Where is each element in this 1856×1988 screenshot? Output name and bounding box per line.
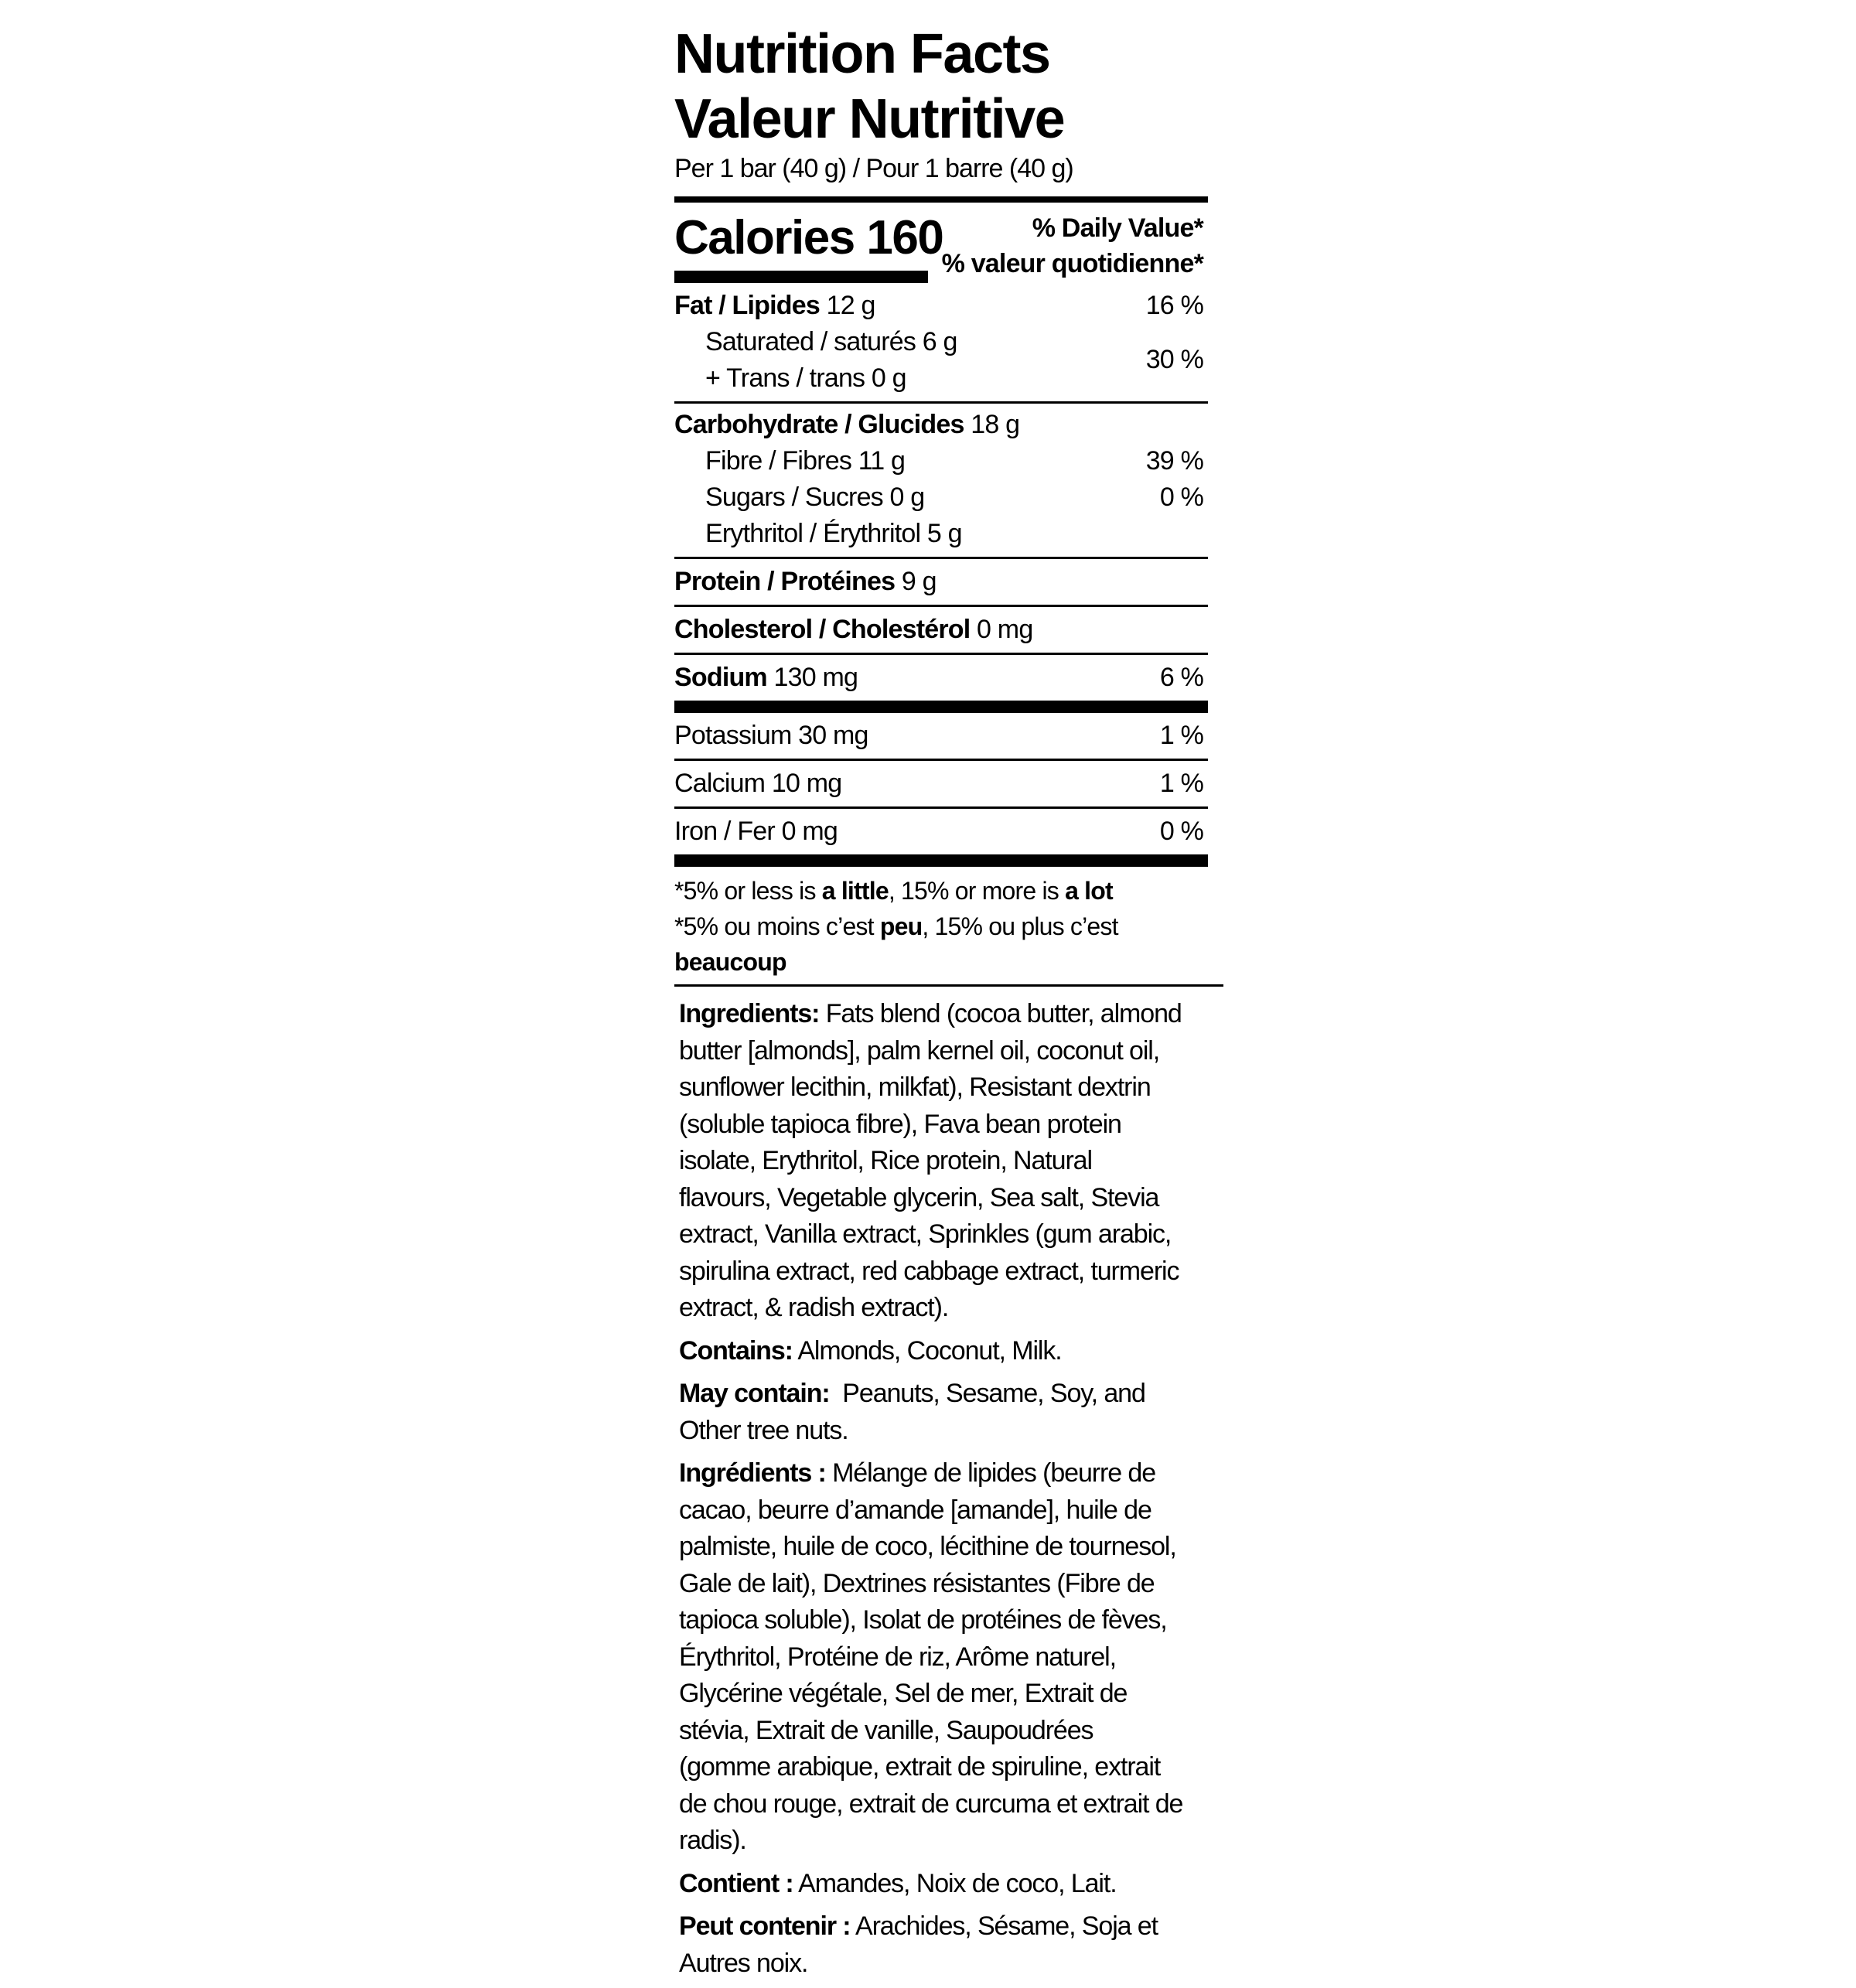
potassium-row [674, 718, 1208, 754]
carb-label: Carbohydrate / Glucides [674, 410, 964, 439]
sugars-percent: 0 % [1159, 483, 1203, 512]
footnote-text: , 15% ou plus c’est [922, 912, 1118, 940]
erythritol-row: Erythritol / Érythritol 5 g [705, 519, 962, 548]
fat-label: Fat / Lipides [674, 291, 820, 320]
title-english: Nutrition Facts [674, 23, 1050, 85]
nutrition-panel [674, 22, 1208, 1988]
cholesterol-section [674, 607, 1208, 653]
footnote-emphasis: beaucoup [674, 948, 786, 976]
iron-label: Iron / Fer 0 mg [674, 817, 838, 846]
calcium-row [674, 766, 1208, 802]
iron-row [674, 813, 1208, 850]
peut-contenir-label: Peut contenir : [679, 1911, 851, 1941]
calories-block [674, 203, 1208, 285]
potassium-percent: 1 % [1159, 721, 1203, 750]
sat-trans-percent: 30 % [1145, 345, 1203, 374]
sugars-row [674, 479, 1208, 516]
calories-label: Calories 160 [674, 211, 943, 264]
cholesterol-label: Cholesterol / Cholestérol [674, 615, 971, 644]
ingredients-english [679, 996, 1189, 1327]
carb-row [674, 407, 1208, 443]
ingredients-french [679, 1455, 1189, 1860]
sodium-section [674, 655, 1208, 701]
daily-value-header [942, 210, 1203, 281]
potassium-section [674, 713, 1208, 759]
footnote-english [674, 873, 1208, 909]
fat-amount: 12 g [819, 291, 875, 320]
protein-section [674, 559, 1208, 605]
footnote-emphasis: peu [879, 912, 923, 940]
daily-value-fr: % valeur quotidienne* [941, 249, 1203, 278]
daily-value-en: % Daily Value* [1032, 213, 1203, 243]
sat-trans-group [674, 324, 1208, 397]
fibre-row [674, 443, 1208, 479]
nutrition-facts-table [674, 22, 1208, 984]
title-french: Valeur Nutritive [674, 88, 1065, 150]
footnote-text: *5% ou moins c’est [674, 912, 880, 940]
sugars-label: Sugars / Sucres 0 g [705, 483, 925, 512]
cholesterol-amount: 0 mg [970, 615, 1033, 644]
peut-contenir-text: Arachides, Sésame, Soja et Autres noix. [679, 1911, 1158, 1978]
fat-row [674, 288, 1208, 324]
carb-amount: 18 g [964, 410, 1020, 439]
sodium-row [674, 660, 1208, 696]
protein-label: Protein / Protéines [674, 567, 896, 596]
calcium-percent: 1 % [1159, 769, 1203, 798]
calories-underline [674, 271, 928, 283]
footnote-text: , 15% or more is [888, 877, 1066, 905]
may-contain-label: May contain: [679, 1379, 830, 1408]
sodium-label: Sodium [674, 663, 767, 692]
fibre-percent: 39 % [1145, 446, 1203, 476]
contains-french [679, 1866, 1189, 1903]
contient-text: Amandes, Noix de coco, Lait. [793, 1868, 1117, 1898]
carb-section [674, 404, 1208, 557]
footnote-emphasis: a lot [1065, 877, 1113, 905]
protein-row [674, 564, 1208, 600]
may-contain-text: Peanuts, Sesame, Soy, and Other tree nuts. [679, 1379, 1152, 1445]
footnote-emphasis: a little [821, 877, 889, 905]
fat-section [674, 285, 1208, 401]
iron-section [674, 809, 1208, 854]
contient-label: Contient : [679, 1868, 793, 1898]
footnote [674, 867, 1208, 984]
iron-percent: 0 % [1159, 817, 1203, 846]
contains-english [679, 1333, 1189, 1370]
sodium-percent: 6 % [1159, 663, 1203, 692]
cholesterol-row [674, 612, 1208, 648]
divider-heavy [674, 854, 1208, 867]
fat-percent: 16 % [1145, 291, 1203, 320]
contains-label: Contains: [679, 1335, 793, 1366]
footnote-text: *5% or less is [674, 877, 822, 905]
may-contain-english [679, 1376, 1189, 1449]
may-contain-french [679, 1908, 1189, 1982]
saturated-row: Saturated / saturés 6 g [705, 327, 957, 356]
sodium-amount: 130 mg [766, 663, 858, 692]
calcium-section [674, 761, 1208, 806]
fibre-label: Fibre / Fibres 11 g [705, 446, 906, 476]
footnote-french [674, 909, 1208, 980]
divider [674, 196, 1208, 203]
ingredients-block [674, 987, 1189, 1982]
protein-amount: 9 g [895, 567, 937, 596]
calcium-label: Calcium 10 mg [674, 769, 842, 798]
divider-heavy [674, 701, 1208, 713]
ingredients-label: Ingredients: [679, 999, 820, 1028]
ingredients-fr-label: Ingrédients : [679, 1458, 826, 1488]
ingredients-text: Fats blend (cocoa butter, almond butter [almonds], palm kernel oil, coconut oil, sunflower lecithin, milkfat), Resistant dextrin (soluble tapioca fibre), Fava bean protein isolate, Erythritol, Rice protein, Natural flavours, Vegetable glycerin, Sea salt, Stevia extract, Vanilla extract, Sprinkles (gum arabic, spirulina extract, red cabbage extract, turmeric extract, & radish extract). [679, 999, 1182, 1322]
potassium-label: Potassium 30 mg [674, 721, 868, 750]
ingredients-fr-text: Mélange de lipides (beurre de cacao, beurre d’amande [amande], huile de palmiste, huile de coco, lécithine de tournesol, Gale de lait), Dextrines résistantes (Fibre de tapioca soluble), Isolat de protéines de fèves, Érythritol, Protéine de riz, Arôme naturel, Glycérine végétale, Sel de mer, Extrait de stévia, Extrait de vanille, Saupoudrées (gomme arabique, extrait de spiruline, extrait de chou rouge, extrait de curcuma et extrait de radis). [679, 1458, 1183, 1855]
trans-row: + Trans / trans 0 g [705, 363, 906, 393]
serving-size: Per 1 bar (40 g) / Pour 1 barre (40 g) [674, 154, 1073, 183]
contains-text: Almonds, Coconut, Milk. [792, 1335, 1062, 1366]
